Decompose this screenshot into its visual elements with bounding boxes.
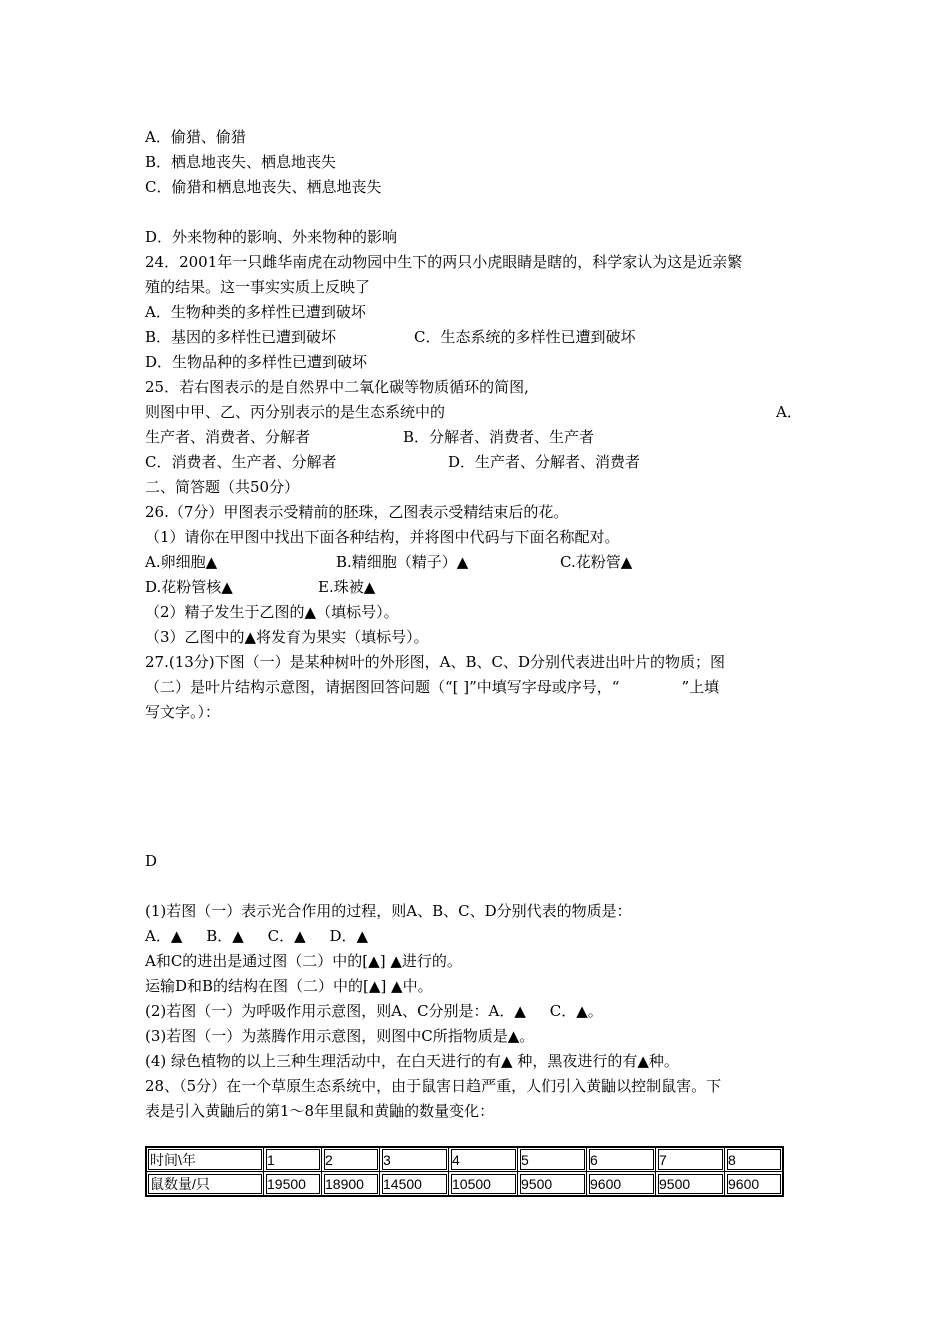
table-cell: 14500 [380,1172,449,1197]
q23-option-d: D．外来物种的影响、外来物种的影响 [145,228,398,246]
q26-item-e: E.珠被▲ [318,578,376,596]
q27-part4: (4) 绿色植物的以上三种生理活动中，在白天进行的有▲ 种，黑夜进行的有▲种。 [145,1052,679,1070]
q27-part3: (3)若图（一）为蒸腾作用示意图，则图中C所指物质是▲。 [145,1027,535,1045]
q25-option-c: C．消费者、生产者、分解者 [145,453,337,471]
table-cell: 9500 [518,1172,587,1197]
table-cell: 3 [380,1147,449,1172]
q25-stem-line2: 则图中甲、乙、丙分别表示的是生态系统中的 [145,403,446,421]
q26-sub2: （2）精子发生于乙图的▲（填标号）。 [145,603,399,621]
q26-item-a: A.卵细胞▲ [145,553,218,571]
table-row [146,1172,783,1197]
q26-item-c: C.花粉管▲ [560,553,633,571]
table-cell: 8 [725,1147,784,1172]
q27-part1-options: A．▲ B．▲ C．▲ D．▲ [145,927,369,945]
table-cell: 时间\年 [146,1147,264,1172]
q25-option-d: D．生产者、分解者、消费者 [448,453,641,471]
q26-item-d: D.花粉管核▲ [145,578,233,596]
q23-option-c: C．偷猎和栖息地丧失、栖息地丧失 [145,178,382,196]
table-cell: 9500 [656,1172,725,1197]
q23-option-a: A．偷猎、偷猎 [145,128,246,146]
table-cell: 1 [264,1147,322,1172]
table-cell: 5 [518,1147,587,1172]
q27-part2: (2)若图（一）为呼吸作用示意图，则A、C分别是：A．▲ C．▲。 [145,1002,603,1020]
q26-item-b: B.精细胞（精子）▲ [336,553,469,571]
q27-part1-ac: A和C的进出是通过图（二）中的[▲] ▲进行的。 [145,952,462,970]
q24-stem-line2: 殖的结果。这一事实实质上反映了 [145,278,371,296]
table-cell: 18900 [322,1172,380,1197]
q27-part1: (1)若图（一）表示光合作用的过程，则A、B、C、D分别代表的物质是： [145,902,632,920]
table-cell: 6 [587,1147,656,1172]
q25-option-b: B．分解者、消费者、生产者 [403,428,595,446]
q26-sub1: （1）请你在甲图中找出下面各种结构，并将图中代码与下面名称配对。 [145,528,620,546]
q24-option-b: B．基因的多样性已遭到破坏 [145,328,337,346]
q27-stem-line3: 写文字。）： [145,703,221,721]
q23-option-b: B．栖息地丧失、栖息地丧失 [145,153,337,171]
q24-option-c: C．生态系统的多样性已遭到破坏 [414,328,636,346]
q24-option-d: D．生物品种的多样性已遭到破坏 [145,353,368,371]
q28-data-table [145,1146,784,1197]
q24-option-a: A．生物种类的多样性已遭到破坏 [145,303,366,321]
q25-option-a-text: 生产者、消费者、分解者 [145,428,311,446]
q27-stem-line2: （二）是叶片结构示意图，请据图回答问题（“[ ]”中填写字母或序号，“ ”上填 [145,678,720,696]
q28-stem-line2: 表是引入黄鼬后的第1～8年里鼠和黄鼬的数量变化： [145,1102,495,1120]
q26-stem: 26.（7分）甲图表示受精前的胚珠，乙图表示受精结束后的花。 [145,503,569,521]
table-cell: 2 [322,1147,380,1172]
table-cell: 7 [656,1147,725,1172]
table-cell: 4 [449,1147,518,1172]
q27-part1-db: 运输D和B的结构在图（二）中的[▲] ▲中。 [145,977,433,995]
q25-option-a-label: A． [776,403,802,421]
table-cell: 鼠数量/只 [146,1172,264,1197]
q27-stem-line1: 27.(13分)下图（一）是某种树叶的外形图，A、B、C、D分别代表进出叶片的物质；图 [145,653,726,671]
table-row [146,1147,783,1172]
table-cell: 19500 [264,1172,322,1197]
q26-sub3: （3）乙图中的▲将发育为果实（填标号）。 [145,628,429,646]
q28-stem-line1: 28、（5分）在一个草原生态系统中，由于鼠害日趋严重，人们引入黄鼬以控制鼠害。下 [145,1077,722,1095]
table-cell: 9600 [725,1172,784,1197]
table-cell: 9600 [587,1172,656,1197]
q25-stem-line1: 25．若右图表示的是自然界中二氧化碳等物质循环的简图, [145,378,529,396]
q24-stem-line1: 24．2001年一只雌华南虎在动物园中生下的两只小虎眼睛是瞎的，科学家认为这是近亲繁 [145,253,743,271]
q27-figure-label-d: D [145,852,158,870]
table-cell: 10500 [449,1172,518,1197]
section-title: 二、简答题（共50分） [145,478,300,496]
